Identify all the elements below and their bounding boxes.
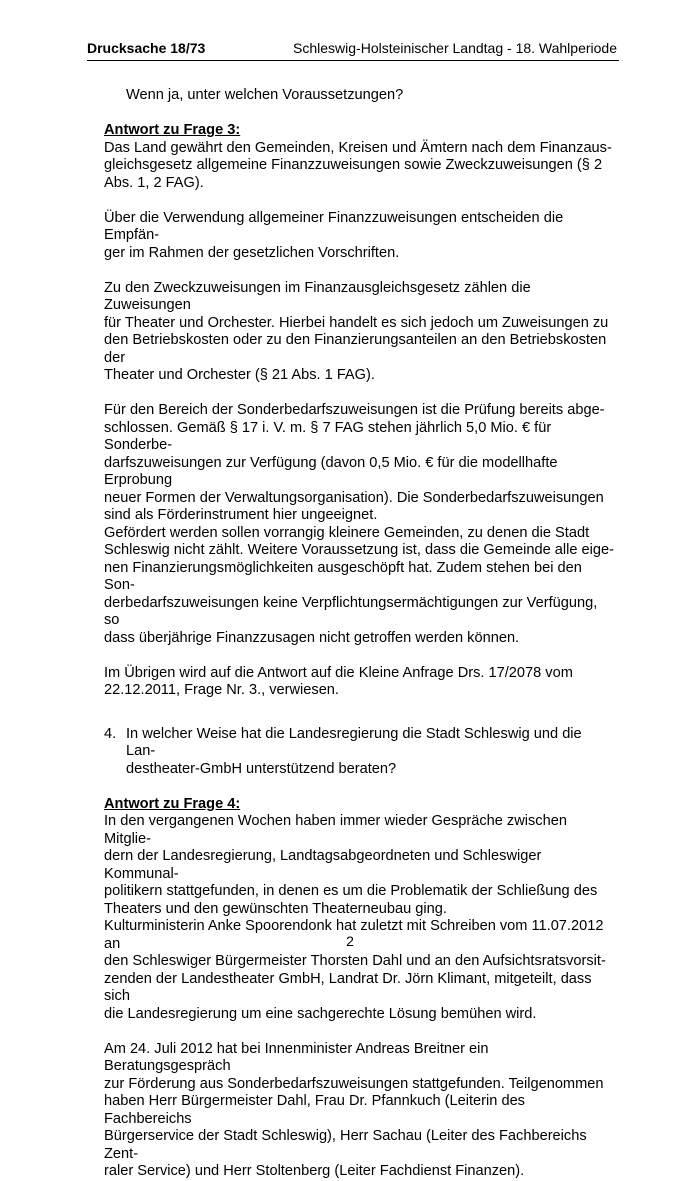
- document-number: Drucksache 18/73: [87, 40, 206, 56]
- question4-number: 4.: [104, 725, 117, 742]
- answer3-paragraph-1: Das Land gewährt den Gemeinden, Kreisen und Ämtern nach dem Finanzaus- gleichsgesetz allgemeine Finanzzuweisungen sowie Zweckzuweisungen (§ 2 Abs. 1, 2 FAG).: [104, 139, 612, 191]
- answer3-paragraph-5: Im Übrigen wird auf die Antwort auf die Kleine Anfrage Drs. 17/2078 vom 22.12.2011, Frage Nr. 3., verwiesen.: [104, 664, 573, 698]
- page-number: 2: [346, 933, 354, 949]
- answer4-paragraph-1: In den vergangenen Wochen haben immer wieder Gespräche zwischen Mitglie- dern der Landesregierung, Landtagsabgeordneten und Schleswiger Kommunal- politikern stattgefunden, in denen es um die Problematik der Schließung des Theaters und den gewünschten Theaterneubau ging. Kulturministerin Anke Spoorendonk hat zuletzt mit Schreiben vom 11.07.2012 an den Schleswiger Bürgermeister Thorsten Dahl und an den Aufsichtsratsvorsit- zenden der Landestheater GmbH, Landrat Dr. Jörn Klimant, mitgeteilt, dass sich die Landesregierung um eine sachgerechte Lösung bemühen wird.: [104, 813, 606, 1022]
- answer3-paragraph-3: Zu den Zweckzuweisungen im Finanzausgleichsgesetz zählen die Zuweisungen für Theater und Orchester. Hierbei handelt es sich jedoch um Zuweisungen zu den Betriebskosten oder zu den Finanzierungsanteilen an den Betriebskosten der Theater und Orchester (§ 21 Abs. 1 FAG).: [104, 279, 609, 383]
- header-title: Schleswig-Holsteinischer Landtag - 18. Wahlperiode: [293, 40, 617, 56]
- answer4-heading: Antwort zu Frage 4:: [104, 795, 241, 812]
- document-body: [104, 87, 614, 1181]
- answer4-paragraph-2: Am 24. Juli 2012 hat bei Innenminister Andreas Breitner ein Beratungsgespräch zur Förderung aus Sonderbedarfszuweisungen stattgefunden. Teilgenommen haben Herr Bürgermeister Dahl, Frau Dr. Pfannkuch (Leiterin des Fachbereichs Bürgerservice der Stadt Schleswig), Herr Sachau (Leiter des Fachbereichs Zent- raler Service) und Herr Stoltenberg (Leiter Fachdienst Finanzen).: [104, 1040, 604, 1179]
- page-header: [87, 40, 619, 61]
- answer3-heading: Antwort zu Frage 3:: [104, 122, 241, 138]
- answer3-paragraph-4: Für den Bereich der Sonderbedarfszuweisungen ist die Prüfung bereits abge- schlossen. Gemäß § 17 i. V. m. § 7 FAG stehen jährlich 5,0 Mio. € für Sonderbe- darfszuweisungen zur Verfügung (davon 0,5 Mio. € für die modellhafte Erprobung neuer Formen der Verwaltungsorganisation). Die Sonderbedarfszuweisungen sind als Förderinstrument hier ungeeignet. Gefördert werden sollen vorrangig kleinere Gemeinden, zu denen die Stadt Schleswig nicht zählt. Weitere Voraussetzung ist, dass die Gemeinde alle eige- nen Finanzierungsmöglichkeiten ausgeschöpft hat. Zudem stehen bei den Son- derbedarfszuweisungen keine Verpflichtungsermächtigungen zur Verfügung, so dass überjährige Finanzzusagen nicht getroffen werden können.: [104, 402, 614, 646]
- answer3-paragraph-2: Über die Verwendung allgemeiner Finanzzuweisungen entscheiden die Empfän- ger im Rahmen der gesetzlichen Vorschriften.: [104, 209, 564, 261]
- question4: 4. In welcher Weise hat die Landesregierung die Stadt Schleswig und die Lan- destheater-GmbH unterstützend beraten?: [104, 725, 582, 777]
- question3-tail: Wenn ja, unter welchen Voraussetzungen?: [126, 87, 404, 103]
